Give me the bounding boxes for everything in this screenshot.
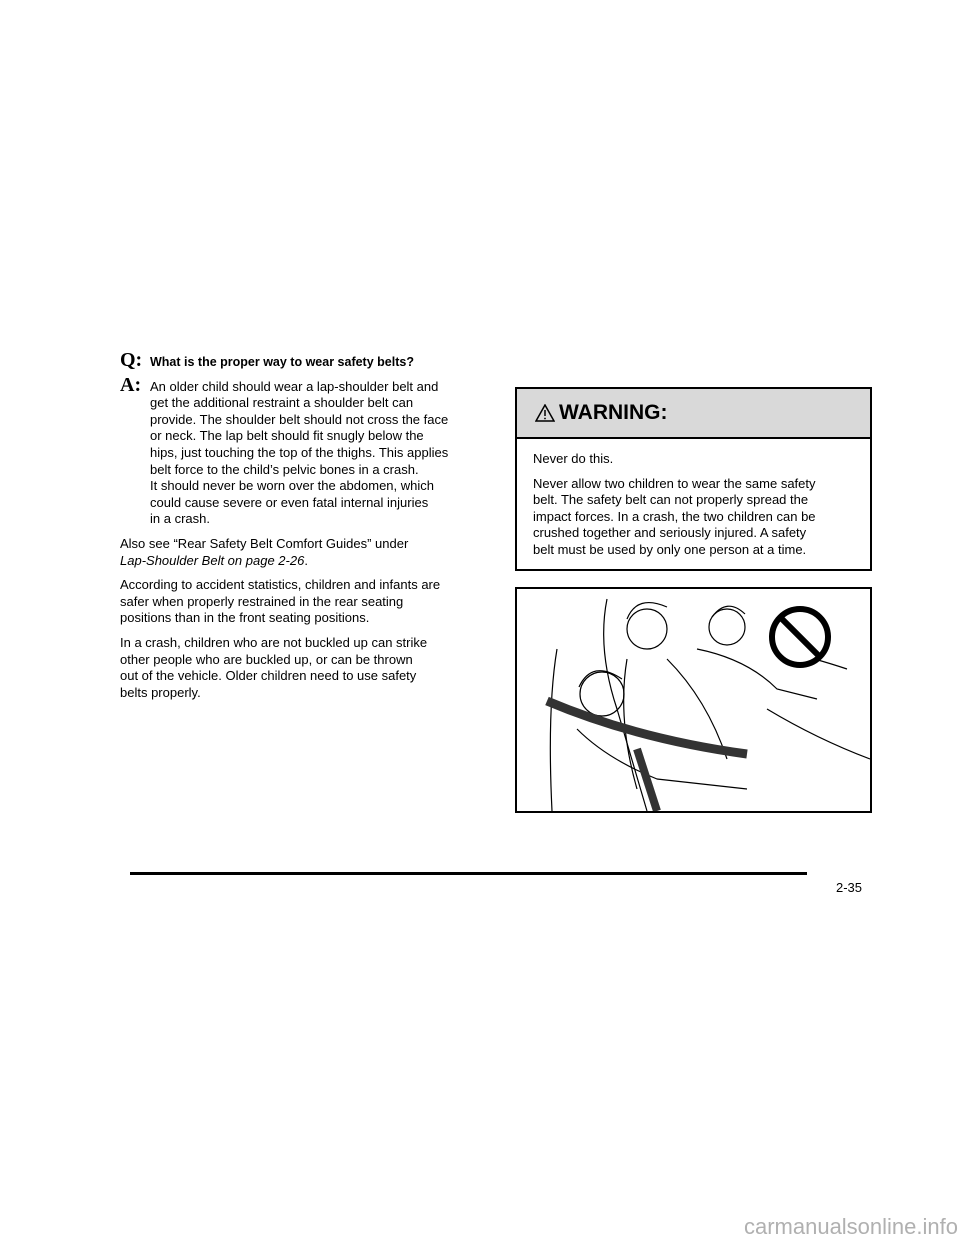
- statistics-paragraph: [120, 577, 495, 627]
- left-column: [120, 349, 495, 709]
- page-number: 2-35: [836, 880, 863, 895]
- illustration-drawing: [517, 589, 870, 811]
- answer-line: provide. The shoulder belt should not cross the face: [150, 411, 449, 427]
- warning-title: WARNING:: [559, 401, 668, 424]
- text-line: In a crash, children who are not buckled up can strike: [120, 634, 428, 650]
- answer-line: get the additional restraint a shoulder belt can: [150, 395, 414, 411]
- warning-body: [517, 439, 870, 559]
- warning-box: [515, 387, 872, 571]
- cross-reference-link[interactable]: Lap-Shoulder Belt on page 2-26: [120, 552, 305, 568]
- prohibited-icon: [772, 609, 828, 665]
- crash-paragraph: [120, 635, 495, 701]
- answer-line: could cause severe or even fatal internal injuries: [150, 494, 429, 510]
- see-also-paragraph: [120, 536, 495, 569]
- text-line: impact forces. In a crash, the two children can be: [533, 508, 816, 524]
- answer-line: in a crash.: [150, 511, 210, 527]
- text-line: According to accident statistics, children and infants are: [120, 577, 441, 593]
- q-mark: Q:: [120, 349, 143, 371]
- see-also-text: Also see “Rear Safety Belt Comfort Guides” under: [120, 535, 409, 551]
- answer: [120, 373, 495, 528]
- period: .: [304, 552, 308, 568]
- text-line: other people who are buckled up, or can be thrown: [120, 651, 413, 667]
- two-children-one-belt-illustration: [515, 587, 872, 813]
- footer-rule: [130, 872, 807, 875]
- answer-text: [150, 379, 448, 528]
- text-line: safer when properly restrained in the rear seating: [120, 593, 404, 609]
- question: [120, 349, 495, 371]
- warning-text: Never do this.: [533, 451, 614, 466]
- a-mark: A:: [120, 373, 142, 396]
- text-line: out of the vehicle. Older children need to use safety: [120, 668, 417, 684]
- text-line: belts properly.: [120, 684, 201, 700]
- question-text: What is the proper way to wear safety belts?: [150, 355, 414, 369]
- warning-triangle-icon: [535, 404, 555, 422]
- warning-detail: [533, 476, 854, 559]
- text-line: positions than in the front seating positions.: [120, 610, 370, 626]
- warning-header: [517, 389, 870, 439]
- text-line: belt must be used by only one person at a time.: [533, 541, 807, 557]
- answer-line: An older child should wear a lap-shoulder belt and: [150, 378, 439, 394]
- watermark: carmanualsonline.info: [743, 1214, 958, 1239]
- answer-line: belt force to the child’s pelvic bones in a crash.: [150, 461, 419, 477]
- answer-line: It should never be worn over the abdomen, which: [150, 478, 435, 494]
- answer-line: hips, just touching the top of the thighs. This applies: [150, 444, 449, 460]
- text-line: belt. The safety belt can not properly spread the: [533, 492, 809, 508]
- answer-line: or neck. The lap belt should fit snugly below the: [150, 428, 424, 444]
- text-line: Never allow two children to wear the same safety: [533, 475, 816, 491]
- text-line: crushed together and seriously injured. A safety: [533, 525, 807, 541]
